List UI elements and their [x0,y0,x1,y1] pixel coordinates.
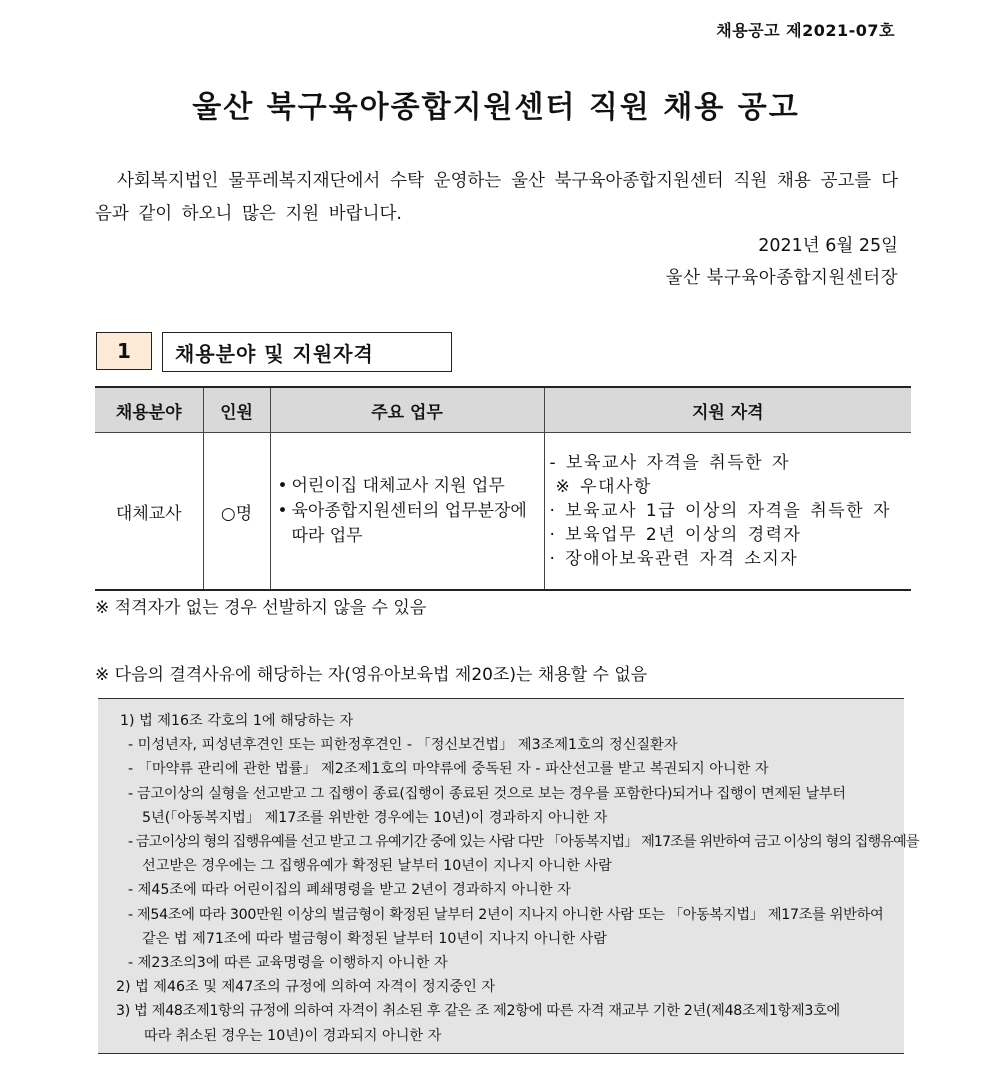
issuer: 울산 북구육아종합지원센터장 [665,268,898,288]
header-field: 채용분야 [95,387,203,433]
disq-line: - 금고이상의 형의 집행유예를 선고 받고 그 유예기간 중에 있는 사람 다만 「아동복지법」 제17조를 위반하여 금고 이상의 형의 집행유예를 [128,834,919,851]
header-duties: 주요 업무 [270,387,544,433]
cell-duties [270,433,544,591]
qualification-item: - 보육교사 자격을 취득한 자 [549,453,790,473]
note-disqualification: ※ 다음의 결격사유에 해당하는 자(영유아보육법 제20조)는 채용할 수 없음 [95,665,648,685]
notice-number: 채용공고 제2021-07호 [716,21,895,40]
disq-line: 5년(「아동복지법」 제17조를 위반한 경우에는 10년)이 경과하지 아니한 자 [142,809,608,826]
recruitment-table [95,386,911,591]
disqualification-box [98,698,919,1054]
intro-text: 사회복지법인 물푸레복지재단에서 수탁 운영하는 울산 북구육아종합지원센터 직원 채용 공고를 다음과 같이 하오니 많은 지원 바랍니다. [95,171,898,224]
intro-paragraph [95,165,898,231]
notice-date: 2021년 6월 25일 [758,236,898,256]
section-title: 채용분야 및 지원자격 [162,332,452,372]
disq-line: - 제54조에 따라 300만원 이상의 벌금형이 확정된 날부터 2년이 지나지 아니한 사람 또는 「아동복지법」 제17조를 위반하여 [128,906,884,923]
disq-line: 같은 법 제71조에 따라 벌금형이 확정된 날부터 10년이 지나지 아니한 사람 [142,930,607,947]
disq-line: - 제45조에 따라 어린이집의 폐쇄명령을 받고 2년이 경과하지 아니한 자 [128,882,571,899]
disq-line: - 「마약류 관리에 관한 법률」 제2조제1호의 마약류에 중독된 자 - 파산선고를 받고 복권되지 아니한 자 [128,761,769,778]
cell-field: 대체교사 [95,433,203,591]
qualification-item: · 장애아보육관련 자격 소지자 [549,549,799,569]
disq-line: - 미성년자, 피성년후견인 또는 피한정후견인 - 「정신보건법」 제3조제1호의 정신질환자 [128,737,678,754]
disq-line: 3) 법 제48조제1항의 규정에 의하여 자격이 취소된 후 같은 조 제2항에 따른 자격 재교부 기한 2년(제48조제1항제3호에 [116,1003,840,1020]
disq-line: - 제23조의3에 따른 교육명령을 이행하지 아니한 자 [128,955,448,972]
note-unqualified: ※ 적격자가 없는 경우 선발하지 않을 수 있음 [95,598,427,618]
qualification-item: · 보육교사 1급 이상의 자격을 취득한 자 [549,501,891,521]
page-title: 울산 북구육아종합지원센터 직원 채용 공고 [192,90,800,125]
table-row [95,433,911,591]
disq-line: 2) 법 제46조 및 제47조의 규정에 의하여 자격이 정지중인 자 [116,979,496,996]
header-count: 인원 [203,387,270,433]
cell-count: ○명 [203,433,270,591]
qualification-item: · 보육업무 2년 이상의 경력자 [549,525,802,545]
section-number: 1 [96,332,152,370]
cell-qualifications [544,433,911,591]
table-header-row [95,387,911,433]
duty-item: • 어린이집 대체교사 지원 업무 [278,474,537,499]
disq-line: - 금고이상의 실형을 선고받고 그 집행이 종료(집행이 종료된 것으로 보는 경우를 포함한다)되거나 집행이 면제된 날부터 [128,785,846,802]
disq-line: 따라 취소된 경우는 10년)이 경과되지 아니한 자 [144,1027,442,1044]
header-qualifications: 지원 자격 [544,387,911,433]
duty-item: • 육아종합지원센터의 업무분장에 따라 업무 [278,499,537,549]
preference-heading: ※ 우대사항 [555,477,652,497]
disq-line: 1) 법 제16조 각호의 1에 해당하는 자 [120,713,354,729]
disq-line: 선고받은 경우에는 그 집행유예가 확정된 날부터 10년이 지나지 아니한 사람 [142,858,612,875]
